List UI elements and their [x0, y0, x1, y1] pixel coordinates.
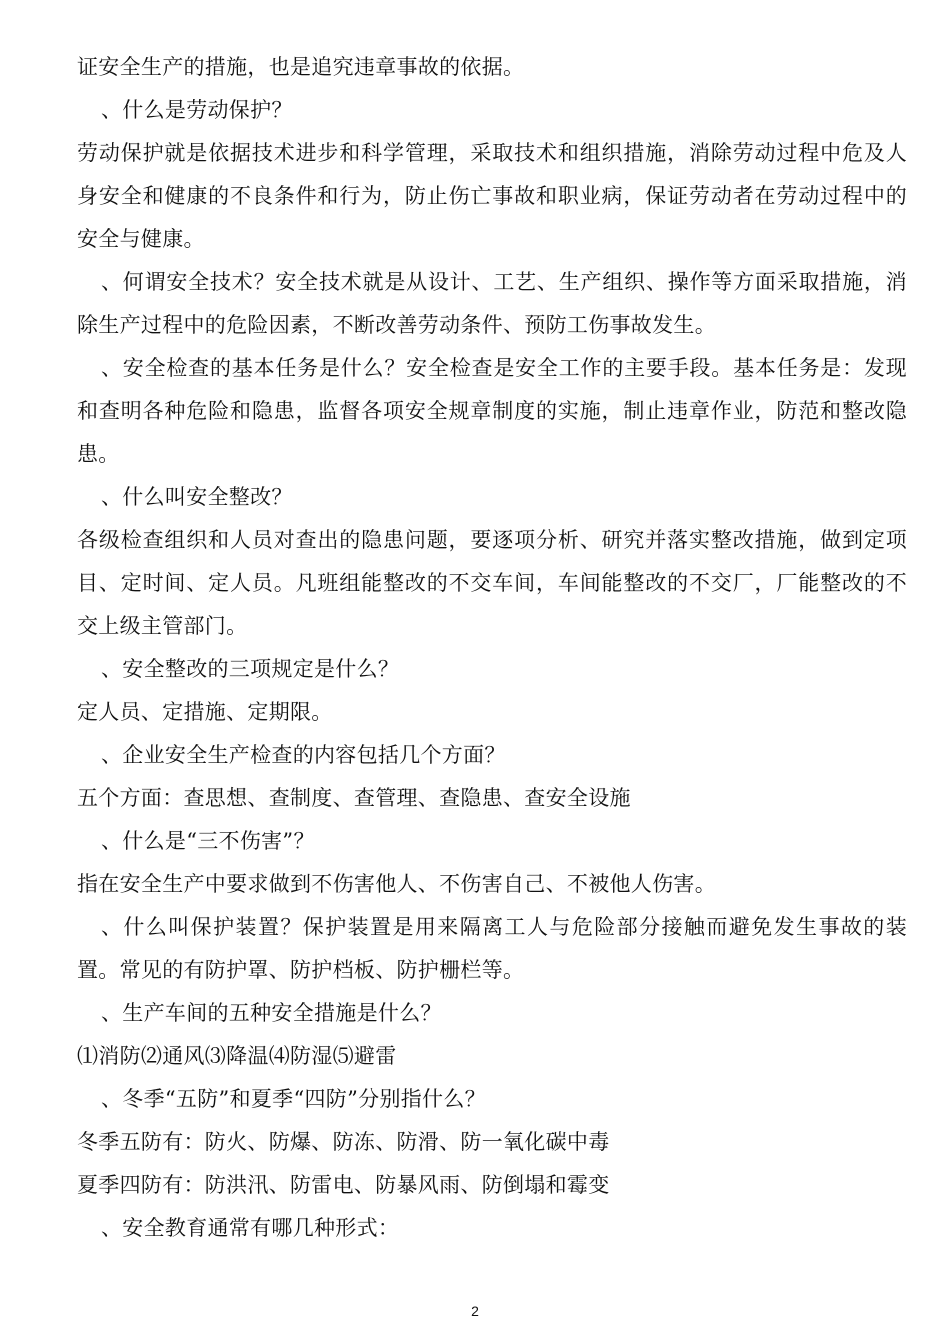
question-three-no-harm: 、什么是“三不伤害”？	[101, 829, 315, 853]
question-education-forms: 、安全教育通常有哪几种形式：	[101, 1216, 400, 1240]
answer-summer-prevention: 夏季四防有：防洪汛、防雷电、防暴风雨、防倒塌和霉变	[77, 1173, 610, 1197]
paragraph-continuation: 证安全生产的措施，也是追究违章事故的依据。	[77, 55, 525, 79]
answer-three-rules: 定人员、定措施、定期限。	[77, 700, 333, 724]
question-labor-protection: 、什么是劳动保护？	[101, 98, 293, 122]
answer-five-measures: ⑴消防⑵通风⑶降温⑷防湿⑸避雷	[77, 1044, 397, 1068]
question-inspection-content: 、企业安全生产检查的内容包括几个方面？	[101, 743, 506, 767]
answer-labor-protection: 劳动保护就是依据技术进步和科学管理，采取技术和组织措施，消除劳动过程中危及人身安全和健康的不良条件和行为，防止伤亡事故和职业病，保证劳动者在劳动过程中的安全与健康。	[77, 141, 907, 251]
question-safety-technology: 、何谓安全技术？安全技术就是从设计、工艺、生产组织、操作等方面采取措施，消除生产过程中的危险因素，不断改善劳动条件、预防工伤事故发生。	[77, 270, 907, 337]
question-three-rules: 、安全整改的三项规定是什么？	[101, 657, 400, 681]
page-number: 2	[471, 1303, 479, 1319]
answer-inspection-content: 五个方面：查思想、查制度、查管理、查隐患、查安全设施	[77, 786, 631, 810]
question-safety-inspection: 、安全检查的基本任务是什么？安全检查是安全工作的主要手段。基本任务是：发现和查明各种危险和隐患，监督各项安全规章制度的实施，制止违章作业，防范和整改隐患。	[77, 356, 907, 466]
document-body	[77, 46, 907, 1250]
answer-three-no-harm: 指在安全生产中要求做到不伤害他人、不伤害自己、不被他人伤害。	[77, 872, 716, 896]
answer-winter-prevention: 冬季五防有：防火、防爆、防冻、防滑、防一氧化碳中毒	[77, 1130, 610, 1154]
question-five-measures: 、生产车间的五种安全措施是什么？	[101, 1001, 442, 1025]
question-seasonal-prevention: 、冬季“五防”和夏季“四防”分别指什么？	[101, 1087, 486, 1111]
question-protective-device: 、什么叫保护装置？保护装置是用来隔离工人与危险部分接触而避免发生事故的装置。常见的有防护罩、防护档板、防护栅栏等。	[77, 915, 907, 982]
answer-safety-rectification: 各级检查组织和人员对查出的隐患问题，要逐项分析、研究并落实整改措施，做到定项目、定时间、定人员。凡班组能整改的不交车间，车间能整改的不交厂，厂能整改的不交上级主管部门。	[77, 528, 907, 638]
question-safety-rectification: 、什么叫安全整改？	[101, 485, 293, 509]
